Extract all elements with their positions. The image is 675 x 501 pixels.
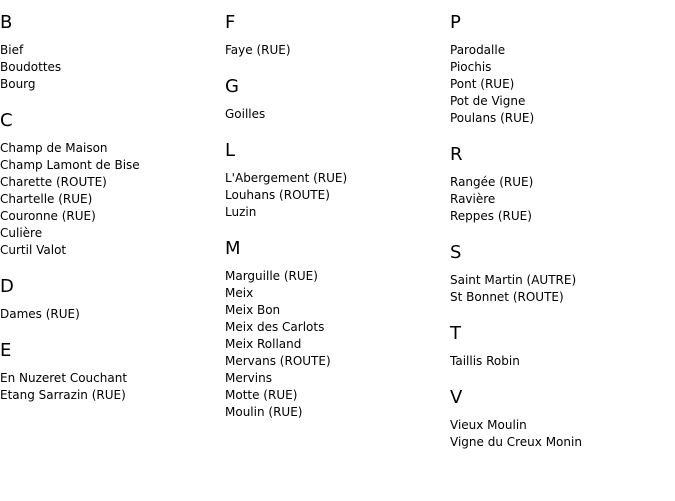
street-link[interactable]: Meix des Carlots bbox=[225, 320, 325, 334]
street-list bbox=[225, 42, 445, 59]
street-link[interactable]: Goilles bbox=[225, 107, 266, 121]
street-link[interactable]: Bourg bbox=[0, 77, 36, 91]
street-list bbox=[450, 417, 670, 451]
street-list bbox=[450, 42, 670, 127]
letter-group bbox=[225, 76, 445, 123]
street-list bbox=[0, 306, 220, 323]
street-link[interactable]: Charette (ROUTE) bbox=[0, 175, 107, 189]
street-index-column-2 bbox=[225, 12, 445, 438]
street-link[interactable]: Chartelle (RUE) bbox=[0, 192, 93, 206]
street-list bbox=[450, 353, 670, 370]
letter-group bbox=[0, 276, 220, 323]
letter-group bbox=[450, 12, 670, 127]
street-link[interactable]: Mervans (ROUTE) bbox=[225, 354, 331, 368]
letter-group bbox=[0, 340, 220, 404]
street-index-column-1 bbox=[0, 12, 220, 421]
letter-heading: C bbox=[0, 110, 13, 131]
street-link[interactable]: Pont (RUE) bbox=[450, 77, 515, 91]
street-list bbox=[225, 170, 445, 221]
street-link[interactable]: Taillis Robin bbox=[450, 354, 520, 368]
street-list bbox=[225, 106, 445, 123]
street-link[interactable]: Meix Bon bbox=[225, 303, 281, 317]
street-link[interactable]: En Nuzeret Couchant bbox=[0, 371, 128, 385]
street-link[interactable]: Reppes (RUE) bbox=[450, 209, 532, 223]
street-link[interactable]: Meix Rolland bbox=[225, 337, 302, 351]
street-list bbox=[450, 272, 670, 306]
letter-group bbox=[0, 12, 220, 93]
street-link[interactable]: Bief bbox=[0, 43, 24, 57]
letter-group bbox=[450, 144, 670, 225]
street-link[interactable]: Motte (RUE) bbox=[225, 388, 298, 402]
letter-heading: S bbox=[450, 242, 462, 263]
street-link[interactable]: Ravière bbox=[450, 192, 496, 206]
street-link[interactable]: Poulans (RUE) bbox=[450, 111, 535, 125]
letter-group bbox=[0, 110, 220, 259]
street-link[interactable]: Piochis bbox=[450, 60, 492, 74]
street-link[interactable]: Luzin bbox=[225, 205, 257, 219]
letter-heading: V bbox=[450, 387, 463, 408]
street-link[interactable]: Etang Sarrazin (RUE) bbox=[0, 388, 126, 402]
street-link[interactable]: Louhans (ROUTE) bbox=[225, 188, 330, 202]
street-link[interactable]: Pot de Vigne bbox=[450, 94, 526, 108]
street-link[interactable]: Parodalle bbox=[450, 43, 506, 57]
street-link[interactable]: Meix bbox=[225, 286, 254, 300]
letter-group bbox=[225, 238, 445, 421]
street-link[interactable]: Vieux Moulin bbox=[450, 418, 527, 432]
letter-heading: M bbox=[225, 238, 241, 259]
street-link[interactable]: St Bonnet (ROUTE) bbox=[450, 290, 564, 304]
letter-heading: E bbox=[0, 340, 12, 361]
street-link[interactable]: Saint Martin (AUTRE) bbox=[450, 273, 577, 287]
street-list bbox=[450, 174, 670, 225]
street-link[interactable]: Marguille (RUE) bbox=[225, 269, 318, 283]
street-link[interactable]: Boudottes bbox=[0, 60, 62, 74]
street-link[interactable]: Champ Lamont de Bise bbox=[0, 158, 140, 172]
street-link[interactable]: Vigne du Creux Monin bbox=[450, 435, 582, 449]
street-link[interactable]: Dames (RUE) bbox=[0, 307, 80, 321]
letter-heading: L bbox=[225, 140, 236, 161]
street-list bbox=[0, 42, 220, 93]
letter-group bbox=[225, 12, 445, 59]
letter-heading: D bbox=[0, 276, 14, 297]
letter-heading: T bbox=[450, 323, 461, 344]
letter-group bbox=[225, 140, 445, 221]
street-link[interactable]: L'Abergement (RUE) bbox=[225, 171, 348, 185]
street-link[interactable]: Faye (RUE) bbox=[225, 43, 291, 57]
street-link[interactable]: Mervins bbox=[225, 371, 272, 385]
letter-heading: P bbox=[450, 12, 461, 33]
street-list bbox=[0, 140, 220, 259]
letter-heading: R bbox=[450, 144, 463, 165]
letter-group bbox=[450, 242, 670, 306]
street-link[interactable]: Couronne (RUE) bbox=[0, 209, 96, 223]
letter-heading: G bbox=[225, 76, 239, 97]
street-link[interactable]: Rangée (RUE) bbox=[450, 175, 534, 189]
street-link[interactable]: Moulin (RUE) bbox=[225, 405, 303, 419]
letter-heading: B bbox=[0, 12, 13, 33]
letter-heading: F bbox=[225, 12, 236, 33]
street-index-column-3 bbox=[450, 12, 670, 468]
street-link[interactable]: Curtil Valot bbox=[0, 243, 67, 257]
street-list bbox=[225, 268, 445, 421]
street-link[interactable]: Champ de Maison bbox=[0, 141, 108, 155]
letter-group bbox=[450, 323, 670, 370]
letter-group bbox=[450, 387, 670, 451]
street-link[interactable]: Culière bbox=[0, 226, 43, 240]
street-list bbox=[0, 370, 220, 404]
